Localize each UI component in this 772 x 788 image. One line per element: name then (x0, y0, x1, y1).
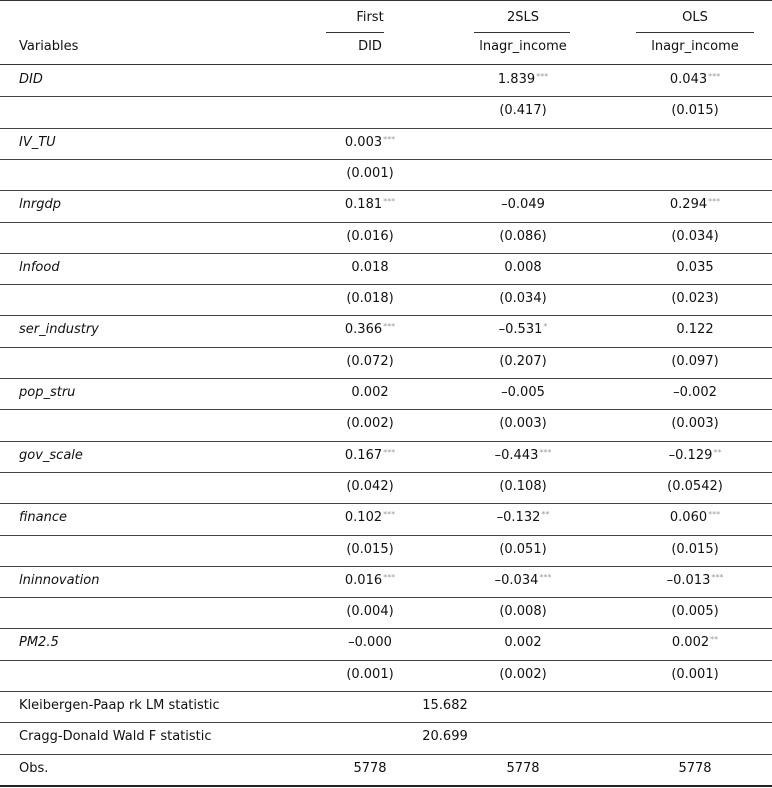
variable-name: IV_TU (19, 134, 56, 150)
cell-ols (620, 354, 770, 370)
se-row (0, 660, 772, 691)
cell-first-value: (0.072) (346, 353, 394, 369)
cell-first (320, 448, 420, 464)
cell-ols (620, 448, 770, 464)
se-row (0, 597, 772, 628)
cell-ols (620, 103, 770, 119)
cell-first-value: (0.004) (346, 604, 394, 620)
cell-2sls-value: (0.003) (499, 416, 547, 432)
cell-first-value: 0.181 (344, 197, 383, 213)
variable-name: ser_industry (19, 322, 99, 338)
cell-first-significance: *** (383, 134, 396, 144)
cell-2sls (458, 542, 588, 558)
cell-first (320, 135, 420, 151)
cell-2sls (458, 479, 588, 495)
cell-ols-significance: *** (708, 510, 721, 520)
cell-2sls (458, 229, 588, 245)
cell-2sls-value: (0.417) (499, 103, 547, 119)
cell-first-value: 0.002 (351, 385, 389, 400)
cell-2sls-value: (0.034) (499, 291, 547, 307)
variable-name: lnrgdp (19, 197, 61, 213)
cell-2sls (458, 291, 588, 307)
cell-2sls (458, 322, 588, 338)
cell-ols-value: (0.0542) (667, 478, 723, 494)
cell-2sls-value: 0.008 (504, 259, 542, 275)
cell-ols-value: 0.035 (676, 259, 714, 275)
cell-first (320, 542, 420, 558)
cell-ols-significance: ** (710, 635, 719, 645)
table-bottom-rule (0, 785, 772, 787)
header-dep-first: DID (358, 39, 382, 54)
cell-ols (620, 322, 770, 338)
cell-first (320, 291, 420, 307)
stat-value: 15.682 (422, 698, 468, 713)
cell-2sls-value: –0.049 (501, 197, 545, 213)
cell-2sls (458, 385, 588, 401)
cell-2sls (458, 103, 588, 119)
cell-first (320, 260, 420, 276)
header-2sls-underline (474, 32, 570, 33)
cell-2sls-value: (0.008) (499, 604, 547, 620)
cell-2sls (458, 510, 588, 526)
coef-row (0, 65, 772, 96)
se-row (0, 284, 772, 315)
cell-ols-value: (0.023) (671, 291, 719, 307)
cell-ols-value: –0.002 (673, 385, 717, 400)
coef-row (0, 566, 772, 597)
cell-2sls (458, 197, 588, 213)
cell-first (320, 385, 420, 401)
variable-name: gov_scale (19, 447, 83, 463)
cell-2sls-value: (0.108) (499, 478, 547, 494)
cell-first-significance: *** (383, 510, 396, 520)
cell-first-value: 0.016 (344, 572, 383, 588)
variable-name: DID (19, 72, 43, 87)
cell-first-value: 0.366 (344, 322, 383, 338)
cell-first (320, 166, 420, 182)
cell-first-value: (0.015) (346, 541, 394, 557)
cell-first (320, 197, 420, 213)
cell-ols-value: (0.005) (671, 604, 719, 620)
se-row (0, 535, 772, 566)
table-top-rule (0, 0, 772, 1)
cell-ols (620, 573, 770, 589)
cell-first-value: 0.018 (351, 259, 389, 275)
se-row (0, 222, 772, 253)
cell-ols (620, 667, 770, 683)
cell-2sls (458, 354, 588, 370)
cell-first-value: (0.001) (346, 666, 394, 682)
cell-ols-value: (0.034) (671, 228, 719, 244)
cell-2sls (458, 635, 588, 651)
cell-ols-value: (0.015) (671, 103, 719, 119)
cell-first-value: 0.003 (344, 134, 383, 150)
cell-ols-value: (0.015) (671, 541, 719, 557)
cell-2sls-significance: ** (541, 510, 550, 520)
cell-ols (620, 385, 770, 401)
cell-ols (620, 416, 770, 432)
cell-2sls-value: (0.207) (499, 353, 547, 369)
cell-first (320, 479, 420, 495)
cell-first (320, 604, 420, 620)
cell-2sls (458, 260, 588, 276)
cell-ols (620, 635, 770, 651)
cell-2sls (458, 416, 588, 432)
coef-row (0, 441, 772, 472)
obs-ols: 5778 (678, 760, 712, 776)
cell-first-value: 0.167 (344, 447, 383, 463)
stat-row (0, 722, 772, 753)
cell-first (320, 667, 420, 683)
cell-ols-value: 0.294 (669, 197, 708, 213)
cell-first (320, 635, 420, 651)
cell-2sls (458, 72, 588, 88)
cell-first-significance: *** (383, 572, 396, 582)
cell-ols-value: 0.002 (671, 635, 710, 651)
cell-2sls-significance: * (543, 322, 548, 332)
cell-2sls-value: 1.839 (497, 72, 536, 87)
header-ols-underline (636, 32, 754, 33)
variable-name: finance (19, 510, 67, 526)
cell-ols (620, 72, 770, 88)
cell-ols (620, 604, 770, 620)
cell-first-value: 0.102 (344, 510, 383, 526)
variable-name: lninnovation (19, 572, 100, 588)
cell-ols (620, 197, 770, 213)
header-dep-2sls: lnagr_income (479, 39, 567, 54)
cell-first (320, 229, 420, 245)
cell-first (320, 354, 420, 370)
cell-first (320, 510, 420, 526)
cell-2sls (458, 573, 588, 589)
se-row (0, 409, 772, 440)
cell-ols-significance: *** (711, 572, 724, 582)
coef-row (0, 503, 772, 534)
cell-first-significance: *** (383, 322, 396, 332)
cell-first-value: (0.042) (346, 478, 394, 494)
coef-row (0, 628, 772, 659)
cell-2sls (458, 604, 588, 620)
coef-row (0, 378, 772, 409)
stat-label: Cragg-Donald Wald F statistic (19, 729, 212, 745)
cell-ols (620, 260, 770, 276)
coef-row (0, 190, 772, 221)
cell-ols-value: (0.097) (671, 353, 719, 369)
cell-ols-significance: *** (708, 72, 721, 81)
cell-first (320, 322, 420, 338)
se-row (0, 159, 772, 190)
header-2sls: 2SLS (506, 10, 540, 25)
cell-ols (620, 510, 770, 526)
stat-label: Kleibergen-Paap rk LM statistic (19, 698, 220, 713)
se-row (0, 472, 772, 503)
cell-ols (620, 479, 770, 495)
stat-value: 20.699 (422, 729, 468, 745)
cell-first-value: –0.000 (348, 635, 392, 651)
obs-label: Obs. (19, 760, 49, 776)
cell-first-significance: *** (383, 197, 396, 207)
cell-2sls-value: –0.132 (496, 510, 541, 526)
obs-first: 5778 (353, 760, 387, 776)
header-first-underline (326, 32, 384, 33)
cell-ols (620, 229, 770, 245)
stat-row (0, 691, 772, 722)
cell-ols-significance: ** (713, 447, 722, 457)
header-ols: OLS (682, 10, 708, 25)
coef-row (0, 253, 772, 284)
coef-row (0, 315, 772, 346)
obs-row (0, 754, 772, 785)
se-row (0, 96, 772, 127)
cell-ols-value: –0.013 (666, 572, 711, 588)
cell-2sls-value: (0.051) (499, 541, 547, 557)
cell-2sls-significance: *** (539, 447, 552, 457)
cell-ols (620, 291, 770, 307)
cell-ols-value: (0.001) (671, 666, 719, 682)
coef-row (0, 128, 772, 159)
header-dep-ols: lnagr_income (651, 39, 739, 54)
obs-2sls: 5778 (506, 760, 540, 776)
variable-name: lnfood (19, 259, 60, 275)
cell-2sls-significance: *** (536, 72, 549, 81)
cell-ols-significance: *** (708, 197, 721, 207)
cell-ols (620, 542, 770, 558)
variable-name: pop_stru (19, 385, 76, 400)
cell-ols-value: 0.122 (676, 322, 714, 338)
cell-2sls (458, 667, 588, 683)
cell-2sls-value: (0.002) (499, 666, 547, 682)
cell-ols-value: 0.060 (669, 510, 708, 526)
cell-2sls-value: –0.443 (494, 447, 539, 463)
header-variables: Variables (19, 39, 79, 54)
cell-ols-value: –0.129 (668, 447, 713, 463)
cell-2sls-value: –0.531 (498, 322, 543, 338)
se-row (0, 347, 772, 378)
cell-first-value: (0.001) (346, 165, 394, 181)
cell-2sls-value: (0.086) (499, 228, 547, 244)
cell-2sls-significance: *** (539, 572, 552, 582)
cell-first (320, 573, 420, 589)
cell-first-value: (0.002) (346, 416, 394, 432)
cell-ols-value: (0.003) (671, 416, 719, 432)
cell-first-significance: *** (383, 447, 396, 457)
cell-2sls (458, 448, 588, 464)
variable-name: PM2.5 (19, 635, 59, 651)
cell-2sls-value: –0.005 (501, 385, 545, 400)
cell-2sls-value: –0.034 (494, 572, 539, 588)
cell-first (320, 416, 420, 432)
cell-2sls-value: 0.002 (504, 635, 542, 651)
cell-first-value: (0.016) (346, 228, 394, 244)
header-first: First (356, 10, 384, 25)
cell-first-value: (0.018) (346, 291, 394, 307)
cell-ols-value: 0.043 (669, 72, 708, 87)
